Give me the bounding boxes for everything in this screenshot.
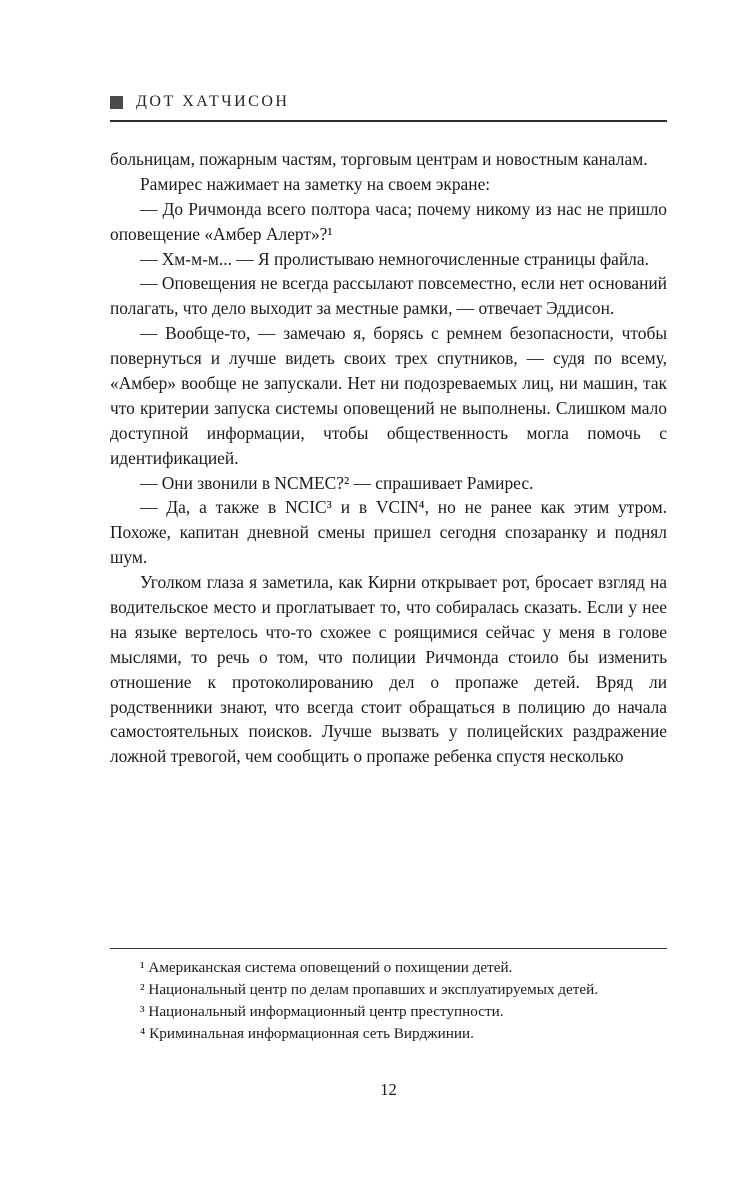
paragraph: — До Ричмонда всего полтора часа; почему никому из нас не пришло оповещение «Амбер Алерт»?¹: [110, 198, 667, 244]
author-name: ДОТ ХАТЧИСОН: [136, 93, 290, 110]
footnote: ⁴ Криминальная информационная сеть Вирджинии.: [140, 1025, 474, 1043]
body-text: [110, 147, 667, 769]
page-number: 12: [380, 1080, 397, 1099]
header-bullet-icon: [110, 96, 123, 109]
paragraph: больницам, пожарным частям, торговым центрам и новостным каналам.: [110, 149, 648, 169]
paragraph: — Вообще-то, — замечаю я, борясь с ремнем безопасности, чтобы повернуться и лучше видеть своих трех спутников, — судя по всему, «Амбер» вообще не запускали. Нет ни подозреваемых лиц, ни машин, так что критерии запуска системы оповещений не выполнены. Слишком мало доступной информации, чтобы общественность могла помочь с идентификацией.: [110, 323, 667, 468]
footnote: ¹ Американская система оповещений о похищении детей.: [140, 959, 513, 976]
paragraph: — Они звонили в NCMEC?² — спрашивает Рамирес.: [140, 472, 534, 493]
paragraph: Уголком глаза я заметила, как Кирни открывает рот, бросает взгляд на водительское место и проглатывает то, что собиралась сказать. Если у нее на языке вертелось что-то схожее с роящимися сейчас у меня в голове мыслями, то речь о том, что полиции Ричмонда стоило бы изменить отношение к протоколированию дел о пропаже детей. Вряд ли родственники знают, что всегда стоит обращаться в полицию до начала самостоятельных поисков. Лучше вызвать у полицейских раздражение ложной тревогой, чем сообщить о пропаже ребенка спустя несколько: [110, 572, 667, 767]
paragraph: Рамирес нажимает на заметку на своем экране:: [140, 173, 491, 194]
paragraph: — Оповещения не всегда рассылают повсеместно, если нет оснований полагать, что дело выходит за местные рамки, — отвечает Эддисон.: [110, 273, 667, 319]
footnotes-section: [110, 948, 667, 1045]
footnote: ² Национальный центр по делам пропавших и эксплуатируемых детей.: [140, 981, 599, 999]
footnote: ³ Национальный информационный центр преступности.: [140, 1003, 504, 1021]
paragraph: — Хм-м-м... — Я пролистываю немногочисленные страницы файла.: [140, 248, 649, 269]
running-header: [110, 93, 667, 122]
paragraph: — Да, а также в NCIC³ и в VCIN⁴, но не ранее как этим утром. Похоже, капитан дневной смены пришел сегодня спозаранку и поднял шум.: [110, 497, 667, 568]
